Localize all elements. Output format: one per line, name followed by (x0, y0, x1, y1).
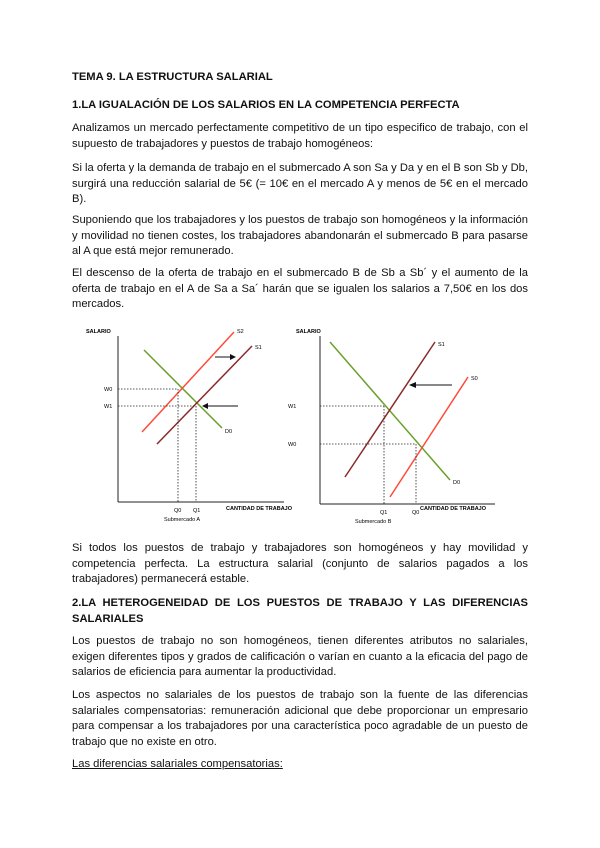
chart-title: Submercado B (355, 519, 392, 525)
label-s1: S1 (255, 345, 262, 351)
section-1-title: 1.LA IGUALACIÓN DE LOS SALARIOS EN LA COMPETENCIA PERFECTA (72, 99, 460, 111)
paragraph-4: El descenso de la oferta de trabajo en el submercado B de Sb a Sb´ y el aumento de la oferta de trabajo en el A de Sa a Sa´ harán que se igualen los salarios a 7,50€ en los dos mercados. (72, 267, 528, 311)
label-d0: D0 (453, 480, 461, 486)
tick-w0: W0 (104, 387, 113, 393)
x-axis-label: CANTIDAD DE TRABAJO (420, 506, 486, 512)
chart-submercado-a (72, 322, 292, 530)
paragraph-6: Los puestos de trabajo no son homogéneos, tienen diferentes atributos no salariales, exigen diferentes tipos y grados de calificación o varían en cuanto a la eficacia del pago de salarios de eficiencia para aumentar la productividad. (72, 635, 528, 679)
chart-submercado-b (290, 322, 530, 530)
label-s1: S1 (438, 342, 445, 348)
x-axis-label: CANTIDAD DE TRABAJO (226, 506, 292, 512)
label-d0: D0 (225, 429, 233, 435)
tick-q0: Q0 (412, 510, 420, 516)
tick-q1: Q1 (193, 508, 201, 514)
supply-line-s0 (390, 377, 468, 497)
supply-line-s2 (142, 332, 234, 432)
label-s0: S0 (471, 376, 478, 382)
y-axis-label: SALARIO (296, 329, 321, 335)
label-s2: S2 (237, 329, 244, 335)
chart-title: Submercado A (164, 517, 201, 523)
supply-line-s1 (345, 342, 435, 477)
shift-arrow-head (230, 354, 236, 360)
y-axis-label: SALARIO (86, 329, 111, 335)
supply-line-s1 (157, 346, 252, 444)
tick-w0: W0 (288, 442, 297, 448)
paragraph-3: Suponiendo que los trabajadores y los puestos de trabajo son homogéneos y la información y movilidad no tienen costes, los trabajadores abandonarán el submercado B para pasarse al A que está mejor remunerado. (72, 214, 528, 258)
paragraph-5: Si todos los puestos de trabajo y trabajadores son homogéneos y hay movilidad y competencia perfecta. La estructura salarial (conjunto de salarios pagados a los trabajadores) permanecerá estable. (72, 542, 528, 586)
topic-heading: TEMA 9. LA ESTRUCTURA SALARIAL (72, 71, 273, 83)
tick-w1: W1 (104, 404, 113, 410)
demand-line-d0 (330, 342, 450, 480)
paragraph-1: Analizamos un mercado perfectamente competitivo de un tipo especifico de trabajo, con el supuesto de trabajadores y puestos de trabajo homogéneos: (72, 122, 528, 150)
tick-q0: Q0 (174, 508, 182, 514)
shift-arrow-head (409, 382, 416, 388)
tick-q1: Q1 (380, 510, 388, 516)
tick-w1: W1 (288, 404, 297, 410)
paragraph-2: Si la oferta y la demanda de trabajo en el submercado A son Sa y Da y en el B son Sb y Db, surgirá una reducción salarial de 5€ (= 10€ en el mercado A y menos de 5€ en el mercado B). (72, 162, 528, 206)
section-2-title: 2.LA HETEROGENEIDAD DE LOS PUESTOS DE TRABAJO Y LAS DIFERENCIAS SALARIALES (72, 597, 528, 625)
paragraph-7: Los aspectos no salariales de los puestos de trabajo son la fuente de las diferencias salariales compensatorias: remuneración adicional que debe proporcionar un empresario para compensar a los trabajadores por una característica poco agradable de un puesto de trabajo que no existe en otro. (72, 689, 528, 748)
paragraph-8-underlined: Las diferencias salariales compensatorias: (72, 758, 283, 770)
